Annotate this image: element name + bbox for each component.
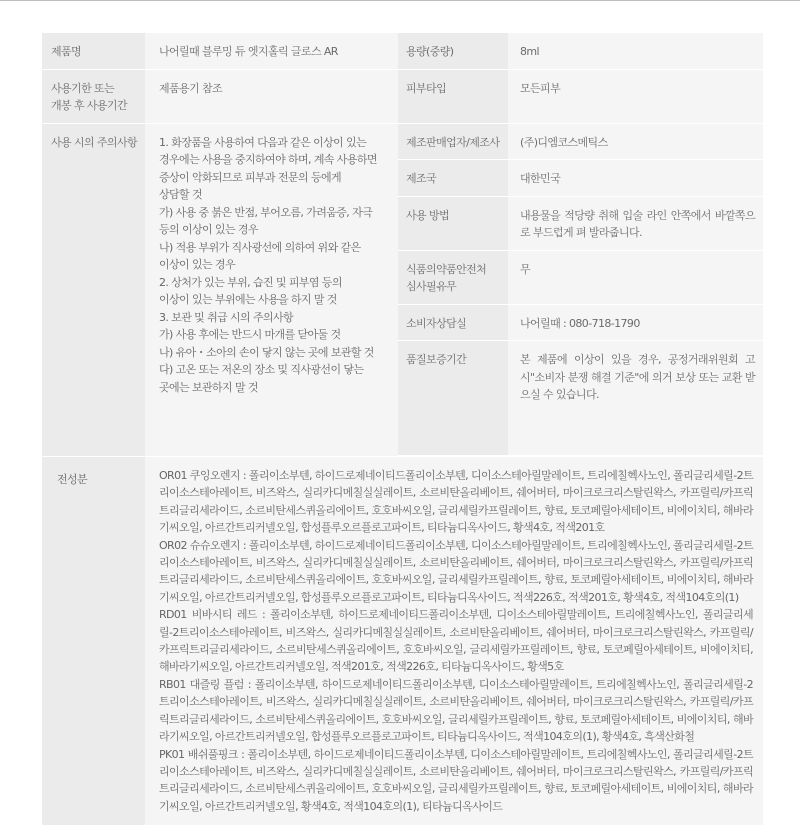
row-consumer <box>398 304 763 341</box>
caution-line: 가) 사용 후에는 반드시 마개를 닫아둘 것 <box>159 328 341 341</box>
ingredient-block: PK01 배쉬풀핑크 : 폴리이소부텐, 하이드로제네이티드폴리이소부텐, 디이소스테아릴말레이트, 트리에칠헥사노인, 폴리글리세릴-2트리이소스테아레이트, 비즈왁스, 실리카디메칠실실레이트, 소르비탄올리베이트, 쉐어버터, 마이크로크리스탈린왁스, 카프릴릭/카프릭트리글리세라이드, 소르비탄세스퀴올리에이트, 호호바씨오일, 글리세릴카프릴레이트, 향료, 토코페릴아세테이트, 비에이치티, 해바라기씨오일, 아르간트리커넬오일, 황색4호, 적색104호의(1), 티타늄디옥사이드 <box>159 747 753 813</box>
row-mfds <box>398 250 763 304</box>
ingredient-block: OR02 슈슈오렌지 : 폴리이소부텐, 하이드로제네이티드폴리이소부텐, 디이소스테아릴말레이트, 트리에칠헥사노인, 폴리글리세릴-2트리이소스테아레이트, 비즈왁스, 실리카디메칠실실레이트, 소르비탄올리베이트, 쉐어버터, 마이크로크리스탈린왁스, 카프릴릭/카프릭트리글리세라이드, 소르비탄세스퀴올리에이트, 호호바씨오일, 글리세릴카프릴레이트, 향료, 토코페릴아세테이트, 비에이치티, 해바라기씨오일, 아르간트리커넬오일, 합성플루오르플로고파이트, 티타늄디옥사이드, 적색226호, 적색201호, 황색4호, 적색104호의(1) <box>159 538 753 604</box>
value-country: 대한민국 <box>508 160 763 197</box>
row-manufacturer <box>398 124 763 160</box>
value-warranty: 본 제품에 이상이 있을 경우, 공정거래위원회 고시"소비자 분쟁 해결 기준"에 의거 보상 또는 교환 받으실 수 있습니다. <box>508 341 763 456</box>
caution-line: 곳에는 보관하지 말 것 <box>159 380 258 394</box>
row-country <box>398 160 763 197</box>
value-consumer: 나어릴때 : 080-718-1790 <box>508 304 763 341</box>
caution-line: 이상이 있는 부위에는 사용을 하지 말 것 <box>159 293 337 306</box>
caution-text <box>145 124 398 405</box>
ingredient-block: OR01 쿠잉오렌지 : 폴리이소부텐, 하이드로제네이티드폴리이소부텐, 디이소스테아릴말레이트, 트리에칠헥사노인, 폴리글리세릴-2트리이소스테아레이트, 비즈왁스, 실리카디메칠실실레이트, 소르비탄올리베이트, 쉐어버터, 마이크로크리스탈린왁스, 카프릴릭/카프릭트리글리세라이드, 소르비탄세스퀴올리에이트, 호호바씨오일, 글리세릴카프릴레이트, 향료, 토코페릴아세테이트, 비에이치티, 해바라기씨오일, 아르간트리커넬오일, 합성플루오르플로고파이트, 티타늄디옥사이드, 황색4호, 적색201호 <box>159 469 753 535</box>
ingredient-block: RD01 비바시티 레드 : 폴리이소부텐, 하이드로제네이티드폴리이소부텐, 디이소스테아릴말레이트, 트리에칠헥사노인, 폴리글리세릴-2트리이소스테아레이트, 비즈왁스, 실리카디메칠실실레이트, 소르비탄올리베이트, 쉐어버터, 마이크로크리스탈린왁스, 카프릴릭/카프릭트리글리세라이드, 소르비탄세스퀴올리에이트, 호호바씨오일, 글리세릴카프릴레이트, 향료, 토코페릴아세테이트, 비에이치티, 해바라기씨오일, 아르간트리커넬오일, 적색201호, 적색226호, 티타늄디옥사이드, 황색5호 <box>159 608 753 674</box>
caution-line: 증상이 악화되므로 피부과 전문의 등에게 <box>159 170 342 184</box>
label-skin-type: 피부타입 <box>398 69 508 123</box>
label-caution: 사용 시의 주의사항 <box>42 123 145 457</box>
value-usage: 내용물을 적당량 취해 입술 라인 안쪽에서 바깥쪽으로 부드럽게 펴 발라줍니다. <box>508 196 763 250</box>
caution-line: 등의 이상이 있는 경우 <box>159 223 258 236</box>
caution-line: 2. 상처가 있는 부위, 습진 및 피부염 등의 <box>159 275 342 289</box>
value-ingredients <box>145 457 763 826</box>
label-manufacturer: 제조판매업자/제조사 <box>398 124 508 160</box>
caution-line: 상담할 것 <box>159 188 203 201</box>
caution-line: 3. 보관 및 취급 시의 주의사항 <box>159 310 294 324</box>
value-manufacturer: (주)디엠코스메틱스 <box>508 124 763 160</box>
value-skin-type: 모든피부 <box>508 69 763 123</box>
label-consumer: 소비자상담실 <box>398 304 508 341</box>
row-caution <box>42 123 763 457</box>
value-expiry: 제품용기 참조 <box>145 69 398 123</box>
label-mfds-line1: 식품의약품안전처 <box>406 262 487 276</box>
label-product-name: 제품명 <box>42 33 145 69</box>
caution-side-panel <box>398 123 763 457</box>
top-divider <box>0 0 800 1</box>
ingredient-block: RB01 대즐링 플럼 : 폴리이소부텐, 하이드로제네이티드폴리이소부텐, 디이소스테아릴말레이트, 트리에칠헥사노인, 폴리글리세릴-2트리이소스테아레이트, 비즈왁스, 실리카디메칠실실레이트, 소르비탄올리베이트, 쉐어버터, 마이크로크리스탈린왁스, 카프릴릭/카프릭트리글리세라이드, 소르비탄세스퀴올리에이트, 호호바씨오일, 글리세릴카프릴레이트, 향료, 토코페릴아세테이트, 비에이치티, 해바라기씨오일, 아르간트리커넬오일, 합성플루오르플로고파이트, 티타늄디옥사이드, 적색104호의(1), 황색4호, 흑색산화철 <box>159 677 753 744</box>
caution-line: 다) 고온 또는 저온의 장소 및 직사광선이 닿는 <box>159 363 364 376</box>
caution-line: 나) 적용 부위가 직사광선에 의하여 위와 같은 <box>159 240 361 254</box>
product-info-table <box>42 33 763 826</box>
label-usage: 사용 방법 <box>398 196 508 250</box>
value-caution <box>145 123 398 457</box>
label-ingredients: 전성분 <box>42 457 145 826</box>
row-ingredients <box>42 457 763 826</box>
row-expiry <box>42 69 763 123</box>
caution-line: 나) 유아・소아의 손이 닿지 않는 곳에 보관할 것 <box>159 345 374 359</box>
caution-line: 이상이 있는 경우 <box>159 258 235 271</box>
label-expiry-line2: 개봉 후 사용기간 <box>51 99 127 112</box>
value-mfds: 무 <box>508 250 763 304</box>
label-warranty: 품질보증기간 <box>398 341 508 456</box>
value-capacity: 8ml <box>508 33 763 69</box>
caution-line: 가) 사용 중 붉은 반점, 부어오름, 가려움증, 자극 <box>159 205 373 219</box>
row-product-name <box>42 33 763 69</box>
row-usage <box>398 196 763 250</box>
row-warranty <box>398 341 763 456</box>
label-expiry-line1: 사용기한 또는 <box>51 81 115 95</box>
label-mfds-line2: 심사필유무 <box>406 280 457 293</box>
label-mfds <box>398 250 508 304</box>
value-product-name: 나어릴때 블루밍 듀 엣지홀릭 글로스 AR <box>145 33 398 69</box>
label-country: 제조국 <box>398 160 508 197</box>
caution-line: 경우에는 사용을 중지하여야 하며, 계속 사용하면 <box>159 153 377 166</box>
label-capacity: 용량(중량) <box>398 33 508 69</box>
caution-line: 1. 화장품을 사용하여 다음과 같은 이상이 있는 <box>159 135 367 149</box>
label-expiry <box>42 69 145 123</box>
